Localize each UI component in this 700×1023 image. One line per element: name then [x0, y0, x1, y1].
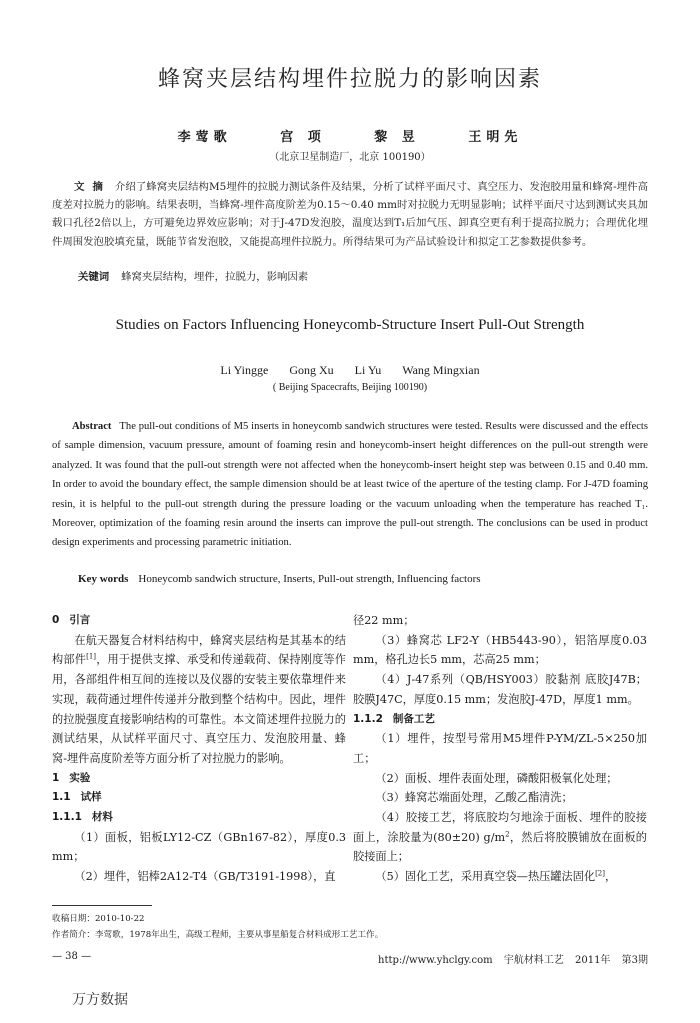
process-item-4-text-b: ，然后将胶膜铺放在面板的胶接面上；: [353, 830, 647, 864]
watermark-text: 万方数据: [72, 992, 128, 1008]
english-title: Studies on Factors Influencing Honeycomb-Structure Insert Pull-Out Strength: [115, 317, 585, 333]
material-item-2-continued: 径22 mm；: [353, 614, 415, 627]
page-number: — 38 —: [52, 951, 92, 962]
section-heading-experiment: [52, 769, 346, 789]
unit-superscript: 2: [505, 830, 510, 838]
section-title: 实验: [69, 771, 91, 784]
chinese-keywords-label: 关键词: [78, 271, 110, 283]
chinese-keywords-text: 蜂窝夹层结构，埋件，拉脱力，影响因素: [121, 271, 309, 283]
english-abstract-text: The pull-out conditions of M5 inserts in honeycomb sandwich structures were tested. Results were discussed and the effects of sample dimension, vacuum pressure, amount of foaming resin and honeycomb-insert height differences on the pull-out strength were analyzed. It was found that the pull-out strength were not affected when the honeycomb-insert height step was between 0.15 and 0.40 mm. In order to avoid the boundary effect, the sample dimension should be at least twice of the aperture of the testing clamp. For J-47D foaming resin, it is helpful to the pull-out strength during the pressure loading or the vacuum unloading when the temperature has reached T₁. Moreover, optimization of the foaming resin around the inserts can improve the pull-out strength. The conclusions can be used in product design experiments and processing parametric initiation.: [52, 421, 648, 549]
intro-text-b: ，用于提供支撑、承受和传递载荷、保持刚度等作用，各部组件相互间的连接以及仪器的安装主要依靠埋件来实现，载荷通过埋件传递并分散到整个结构中。因此，埋件的拉脱强度直接影响结构的可靠性。本文简述埋件拉脱力的测试结果，从试样平面尺寸、真空压力、发泡胶用量、蜂窝-埋件高度阶差等方面分析了对拉脱力的影响。: [52, 653, 346, 765]
section-number: 1.1.1: [52, 811, 82, 824]
process-item-4: [353, 808, 647, 867]
journal-url[interactable]: http://www.yhclgy.com: [378, 955, 493, 966]
chinese-keywords: [78, 268, 648, 283]
english-affiliation: ( Beijing Spacecrafts, Beijing 100190): [272, 382, 428, 393]
process-item-3: （3）蜂窝芯端面处理，乙酸乙酯清洗；: [375, 791, 573, 805]
author-cn-1: 李莺歌: [177, 130, 232, 145]
process-item-5-text-b: ，: [605, 870, 617, 884]
material-item-3: （3）蜂窝芯 LF2-Y（HB5443-90），铝箔厚度0.03 mm，格孔边长5 mm，芯高25 mm；: [353, 633, 647, 667]
section-title: 引言: [69, 614, 91, 626]
material-item-4: （4）J-47系列（QB/HSY003）胶黏剂 底胶J47B；胶膜J47C，厚度0.15 mm；发泡胶J-47D，厚度1 mm。: [353, 673, 647, 706]
process-item-2: （2）面板、埋件表面处理，磷酸阳极氧化处理；: [375, 771, 618, 785]
body-left-column: [52, 611, 346, 887]
author-en-4: Wang Mingxian: [402, 363, 480, 377]
journal-year: 2011年: [574, 955, 611, 966]
section-title: 制备工艺: [392, 712, 435, 725]
process-item-5-text-a: （5）固化工艺，采用真空袋—热压罐法固化: [375, 870, 596, 884]
footnote-author-bio: 作者简介：李莺歌，1978年出生，高级工程师，主要从事星船复合材料成形工艺工作。: [52, 930, 384, 940]
english-authors: [0, 363, 700, 378]
material-item-1: （1）面板，铝板LY12-CZ（GBn167-82），厚度0.3 mm；: [52, 830, 346, 864]
footnote-received-date: 收稿日期：2010-10-22: [52, 914, 145, 924]
author-cn-4: 王明先: [468, 130, 523, 145]
section-number: 1.1: [52, 791, 71, 804]
citation-ref: [1]: [86, 652, 97, 661]
body-right-column: [353, 611, 647, 887]
english-keywords-label: Key words: [78, 573, 129, 585]
intro-paragraph: [52, 631, 346, 769]
chinese-abstract-text: 介绍了蜂窝夹层结构M5埋件的拉脱力测试条件及结果，分析了试样平面尺寸、真空压力、发泡胶用量和蜂窝-埋件高度差对拉脱力的影响。结果表明，当蜂窝-埋件高度阶差为0.15～0.40 mm时对拉脱力无明显影响；试样平面尺寸达到测试夹具加载口孔径2倍以上，方可避免边界效应影响；对于J-47D发泡胶，温度达到T₁后加气压、卸真空更有利于提高拉脱力；合理优化埋件周围发泡胶填充量，既能节省发泡胶，又能提高埋件拉脱力。所得结果可为产品试验设计和拟定工艺参数提供参考。: [52, 181, 649, 248]
subsection-heading-sample: [52, 788, 346, 808]
process-item-4-text-a: （4）胶接工艺，将底胶均匀地涂于面板、埋件的胶接面上，涂胶量为(80±20) g/m: [353, 811, 647, 844]
author-en-1: Li Yingge: [220, 363, 269, 377]
subsubsection-heading-materials: [52, 808, 346, 828]
chinese-authors: [0, 126, 700, 145]
author-en-2: Gong Xu: [289, 363, 334, 377]
author-cn-2: 宫 项: [280, 130, 326, 145]
author-en-3: Li Yu: [354, 363, 382, 377]
section-number: 1.1.2: [353, 712, 383, 725]
chinese-title: 蜂窝夹层结构埋件拉脱力的影响因素: [157, 67, 542, 92]
process-item-5: [353, 867, 647, 887]
subsubsection-heading-process: [353, 710, 647, 730]
journal-footer: [330, 951, 648, 966]
intro-text-a: 在航天器复合材料结构中，蜂窝夹层结构是其基本的结构部件: [52, 633, 346, 667]
section-number: 0: [52, 614, 60, 626]
section-heading-intro: [52, 611, 346, 631]
journal-issue: 第3期: [621, 955, 648, 966]
process-item-1: （1）埋件，按型号常用M5埋件P-YM/ZL-5×250加工；: [353, 732, 647, 765]
english-keywords-text: Honeycomb sandwich structure, Inserts, Pull-out strength, Influencing factors: [138, 573, 481, 585]
english-abstract-label: Abstract: [72, 421, 112, 432]
chinese-abstract: [52, 178, 648, 251]
english-abstract: [52, 417, 648, 553]
journal-name: 宇航材料工艺: [503, 955, 564, 966]
chinese-abstract-label: 文摘: [74, 181, 111, 193]
footnote-divider: [52, 905, 152, 906]
author-cn-3: 黎 昱: [374, 130, 420, 145]
english-keywords: [78, 573, 648, 585]
section-title: 材料: [91, 811, 113, 824]
section-number: 1: [52, 771, 60, 784]
material-item-2: （2）埋件，铝棒2A12-T4（GB/T3191-1998），直: [74, 870, 336, 884]
citation-ref: [2]: [595, 869, 605, 878]
chinese-affiliation: （北京卫星制造厂，北京 100190）: [269, 152, 431, 163]
section-title: 试样: [80, 791, 102, 804]
